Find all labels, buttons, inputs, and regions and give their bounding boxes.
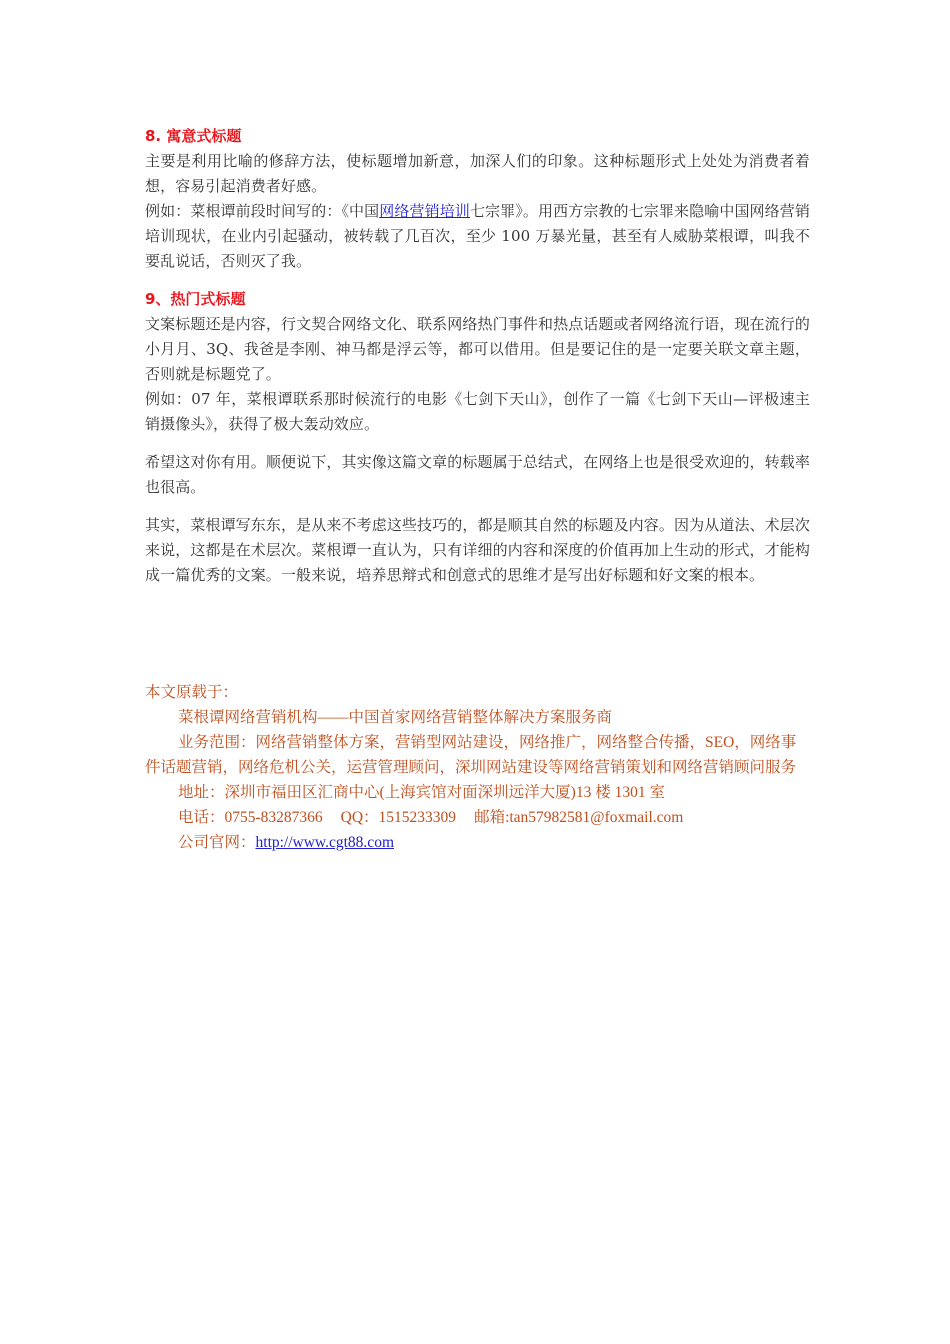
- business-scope: [145, 730, 810, 780]
- address-line: 地址：深圳市福田区汇商中心(上海宾馆对面深圳远洋大厦)13 楼 1301 室: [178, 784, 665, 801]
- source-label: 本文原载于：: [145, 684, 239, 701]
- qq-text: QQ：1515233309: [340, 809, 457, 826]
- phone-text: 电话：0755-83287366: [178, 809, 323, 826]
- email-text: 邮箱:tan57982581@foxmail.com: [474, 809, 684, 826]
- section-9-heading: 9、热门式标题: [145, 290, 246, 308]
- contact-line: [145, 805, 810, 830]
- organization-line: 菜根谭网络营销机构——中国首家网络营销整体解决方案服务商: [178, 709, 613, 726]
- section-8-heading: 8. 寓意式标题: [145, 127, 242, 145]
- document-page: [145, 124, 810, 855]
- closing-paragraph-2: 其实，菜根谭写东东，是从来不考虑这些技巧的，都是顺其自然的标题及内容。因为从道法、术层次来说，这都是在术层次。菜根谭一直认为，只有详细的内容和深度的价值再加上生动的形式，才能构成一篇优秀的文案。一般来说，培养思辩式和创意式的思维才是写出好标题和好文案的根本。: [145, 516, 810, 584]
- section-8-example-text-after: 七宗罪》。用西方宗教的七宗罪来隐喻中国网络营销培训现状，在业内引起骚动，被转载了几百次，至少 100 万暴光量，甚至有人威胁菜根谭，叫我不要乱说话，否则灭了我。: [145, 202, 810, 270]
- section-9-paragraph-1: 文案标题还是内容，行文契合网络文化、联系网络热门事件和热点话题或者网络流行语，现在流行的小月月、3Q、我爸是李刚、神马都是浮云等，都可以借用。但是要记住的是一定要关联文章主题，否则就是标题党了。: [145, 315, 810, 383]
- section-9-paragraph-2: 例如：07 年，菜根谭联系那时候流行的电影《七剑下天山》，创作了一篇《七剑下天山—评极速主销摄像头》，获得了极大轰动效应。: [145, 390, 810, 433]
- section-8-example-text-before: 例如：菜根谭前段时间写的：《中国: [145, 202, 380, 220]
- closing-paragraph-1: 希望这对你有用。顺便说下，其实像这篇文章的标题属于总结式，在网络上也是很受欢迎的，转载率也很高。: [145, 453, 810, 496]
- company-website-link[interactable]: http://www.cgt88.com: [255, 834, 394, 851]
- section-8-paragraph-2: [145, 199, 810, 274]
- network-marketing-training-link[interactable]: 网络营销培训: [379, 202, 470, 220]
- section-8-paragraph-1: 主要是利用比喻的修辞方法，使标题增加新意，加深人们的印象。这种标题形式上处处为消费者着想，容易引起消费者好感。: [145, 152, 810, 195]
- website-line: [145, 830, 810, 855]
- website-label: 公司官网：: [178, 834, 256, 851]
- footer-info: [145, 680, 810, 855]
- business-scope-text: 业务范围：网络营销整体方案，营销型网站建设，网络推广，网络整合传播，SEO，网络事件话题营销，网络危机公关，运营管理顾问，深圳网站建设等网络营销策划和网络营销顾问服务: [145, 734, 797, 776]
